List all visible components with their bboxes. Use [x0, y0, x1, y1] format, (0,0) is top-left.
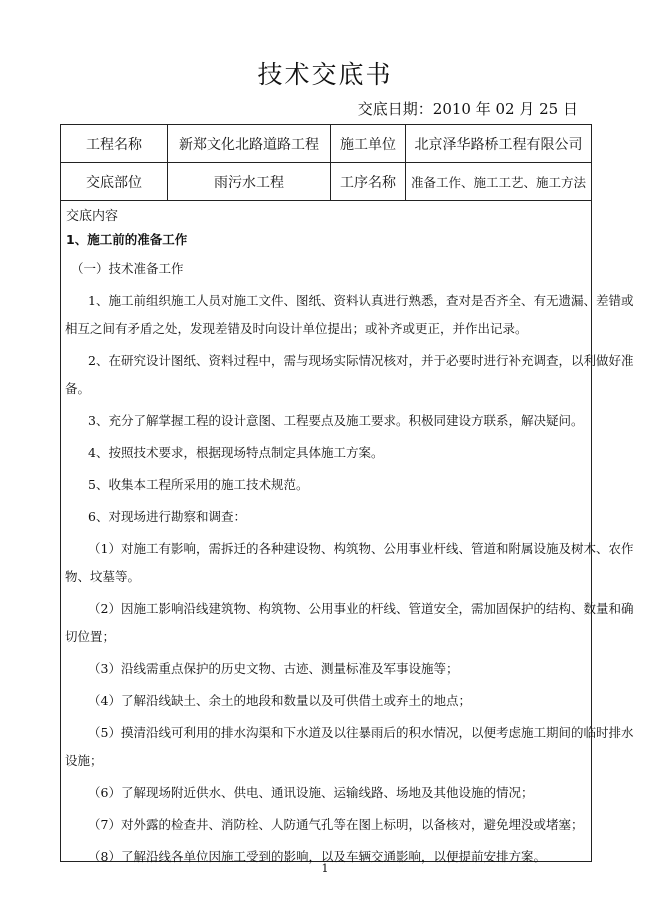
content-line: （6）了解现场附近供水、供电、通讯设施、运输线路、场地及其他设施的情况；: [88, 785, 534, 800]
content-line: 切位置；: [65, 629, 116, 644]
content-line: （4）了解沿线缺土、余土的地段和数量以及可供借土或弃土的地点；: [88, 693, 471, 708]
process-name-value: 准备工作、施工工艺、施工方法: [410, 174, 586, 190]
content-line: 3、充分了解掌握工程的设计意图、工程要点及施工要求。积极同建设方联系，解决疑问。: [88, 413, 584, 428]
content-line: 5、收集本工程所采用的施工技术规范。: [88, 477, 309, 492]
content-line: 2、在研究设计图纸、资料过程中，需与现场实际情况核对，并于必要时进行补充调查，以利做好准: [88, 353, 634, 368]
content-line: 1、施工前组织施工人员对施工文件、图纸、资料认真进行熟悉，查对是否齐全、有无遗漏、差错或: [88, 293, 634, 308]
content-line: 6、对现场进行勘察和调查：: [88, 509, 246, 524]
content-line: （1）对施工有影响，需拆迁的各种建设物、构筑物、公用事业杆线、管道和附属设施及树木、农作: [88, 541, 634, 556]
handover-date: 交底日期：2010 年 02 月 25 日: [357, 100, 578, 118]
subsection-heading: （一）技术准备工作: [71, 261, 184, 276]
contractor-value: 北京泽华路桥工程有限公司: [414, 136, 583, 153]
handover-part-value: 雨污水工程: [168, 163, 331, 200]
content-line: 相互之间有矛盾之处，发现差错及时向设计单位提出；或补齐或更正，并作出记录。: [65, 321, 528, 336]
content-line: （8）了解沿线各单位因施工受到的影响，以及车辆交通影响，以便提前安排方案。: [88, 849, 546, 864]
header-row-project: [61, 125, 591, 163]
content-label: 交底内容: [66, 209, 119, 224]
handover-part-label: 交底部位: [61, 163, 168, 200]
process-name-label: 工序名称: [331, 163, 406, 200]
content-line: 备。: [65, 381, 91, 396]
project-name-label: 工程名称: [61, 125, 168, 162]
content-line: （7）对外露的检查井、消防栓、人防通气孔等在图上标明，以备核对，避免埋没或堵塞；: [88, 817, 584, 832]
content-line: 4、按照技术要求，根据现场特点制定具体施工方案。: [88, 445, 384, 460]
section-heading: 1、施工前的准备工作: [66, 232, 188, 247]
content-line: 设施；: [65, 753, 103, 768]
content-line: （5）摸清沿线可利用的排水沟渠和下水道及以往暴雨后的积水情况，以便考虑施工期间的临时排水: [88, 725, 634, 740]
header-row-scope: [61, 163, 591, 201]
handover-sheet: [60, 124, 634, 864]
document-title: 技术交底书: [257, 60, 393, 89]
content-line: （3）沿线需重点保护的历史文物、古迹、测量标准及军事设施等；: [88, 661, 459, 676]
content-line: （2）因施工影响沿线建筑物、构筑物、公用事业的杆线、管道安全，需加固保护的结构、数量和确: [88, 601, 634, 616]
content-line: 物、坟墓等。: [65, 569, 141, 584]
contractor-label: 施工单位: [331, 125, 406, 162]
project-name-value: 新郑文化北路道路工程: [168, 125, 331, 162]
page-number: 1: [321, 862, 329, 875]
